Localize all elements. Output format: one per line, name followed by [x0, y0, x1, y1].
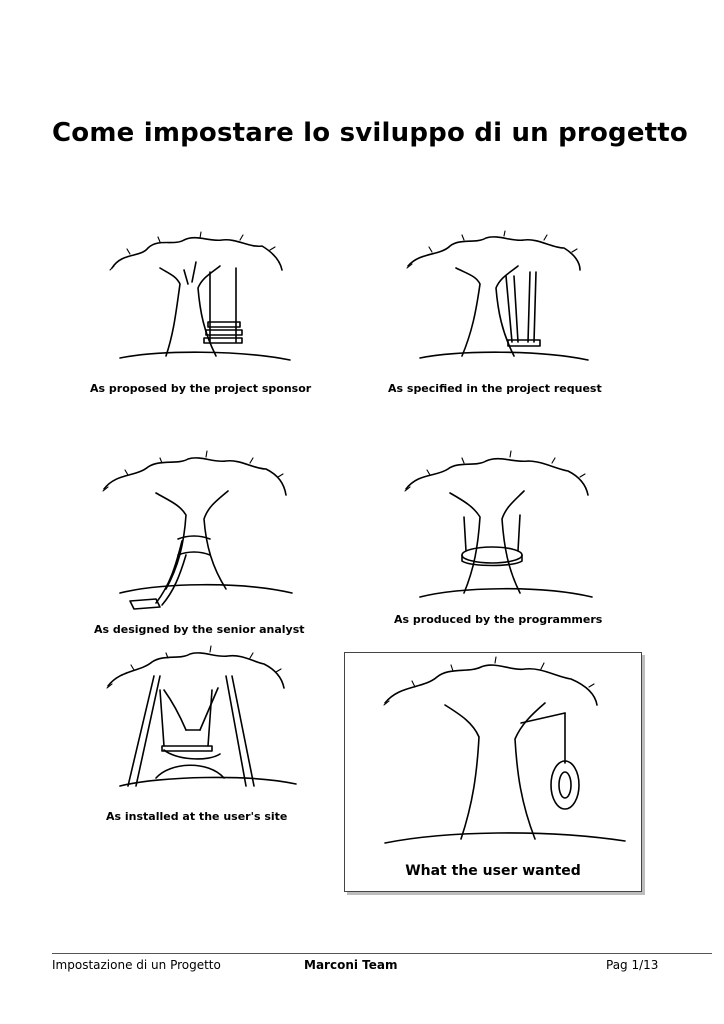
- illustration-panel-sponsor: [90, 232, 312, 395]
- document-title: Come impostare lo sviluppo di un progetto: [52, 118, 688, 148]
- caption-installed: As installed at the user's site: [106, 810, 288, 823]
- caption-wanted: What the user wanted: [405, 863, 581, 879]
- caption-programmers: As produced by the programmers: [394, 613, 603, 626]
- tree-seat-around-trunk-icon: [400, 455, 600, 610]
- tree-swing-propped-frame-icon: [100, 650, 300, 795]
- tree-swing-three-boards-icon: [100, 232, 300, 372]
- footer-team: Marconi Team: [304, 958, 398, 972]
- wanted-frame: [344, 652, 642, 892]
- caption-sponsor: As proposed by the project sponsor: [90, 382, 312, 395]
- caption-analyst: As designed by the senior analyst: [94, 623, 305, 636]
- illustration-panel-programmers: [394, 455, 603, 626]
- tree-swing-on-ground-icon: [100, 455, 300, 620]
- illustration-panel-request: [388, 232, 602, 395]
- tree-tire-swing-icon: [345, 653, 641, 853]
- footer-divider: [52, 953, 712, 954]
- illustration-panel-installed: [100, 650, 300, 823]
- footer-document-name: Impostazione di un Progetto: [52, 958, 221, 972]
- caption-request: As specified in the project request: [388, 382, 602, 395]
- footer-page-number: Pag 1/13: [606, 958, 659, 972]
- illustration-panel-analyst: [94, 455, 305, 636]
- tree-swing-hanging-from-trunk-icon: [400, 232, 600, 372]
